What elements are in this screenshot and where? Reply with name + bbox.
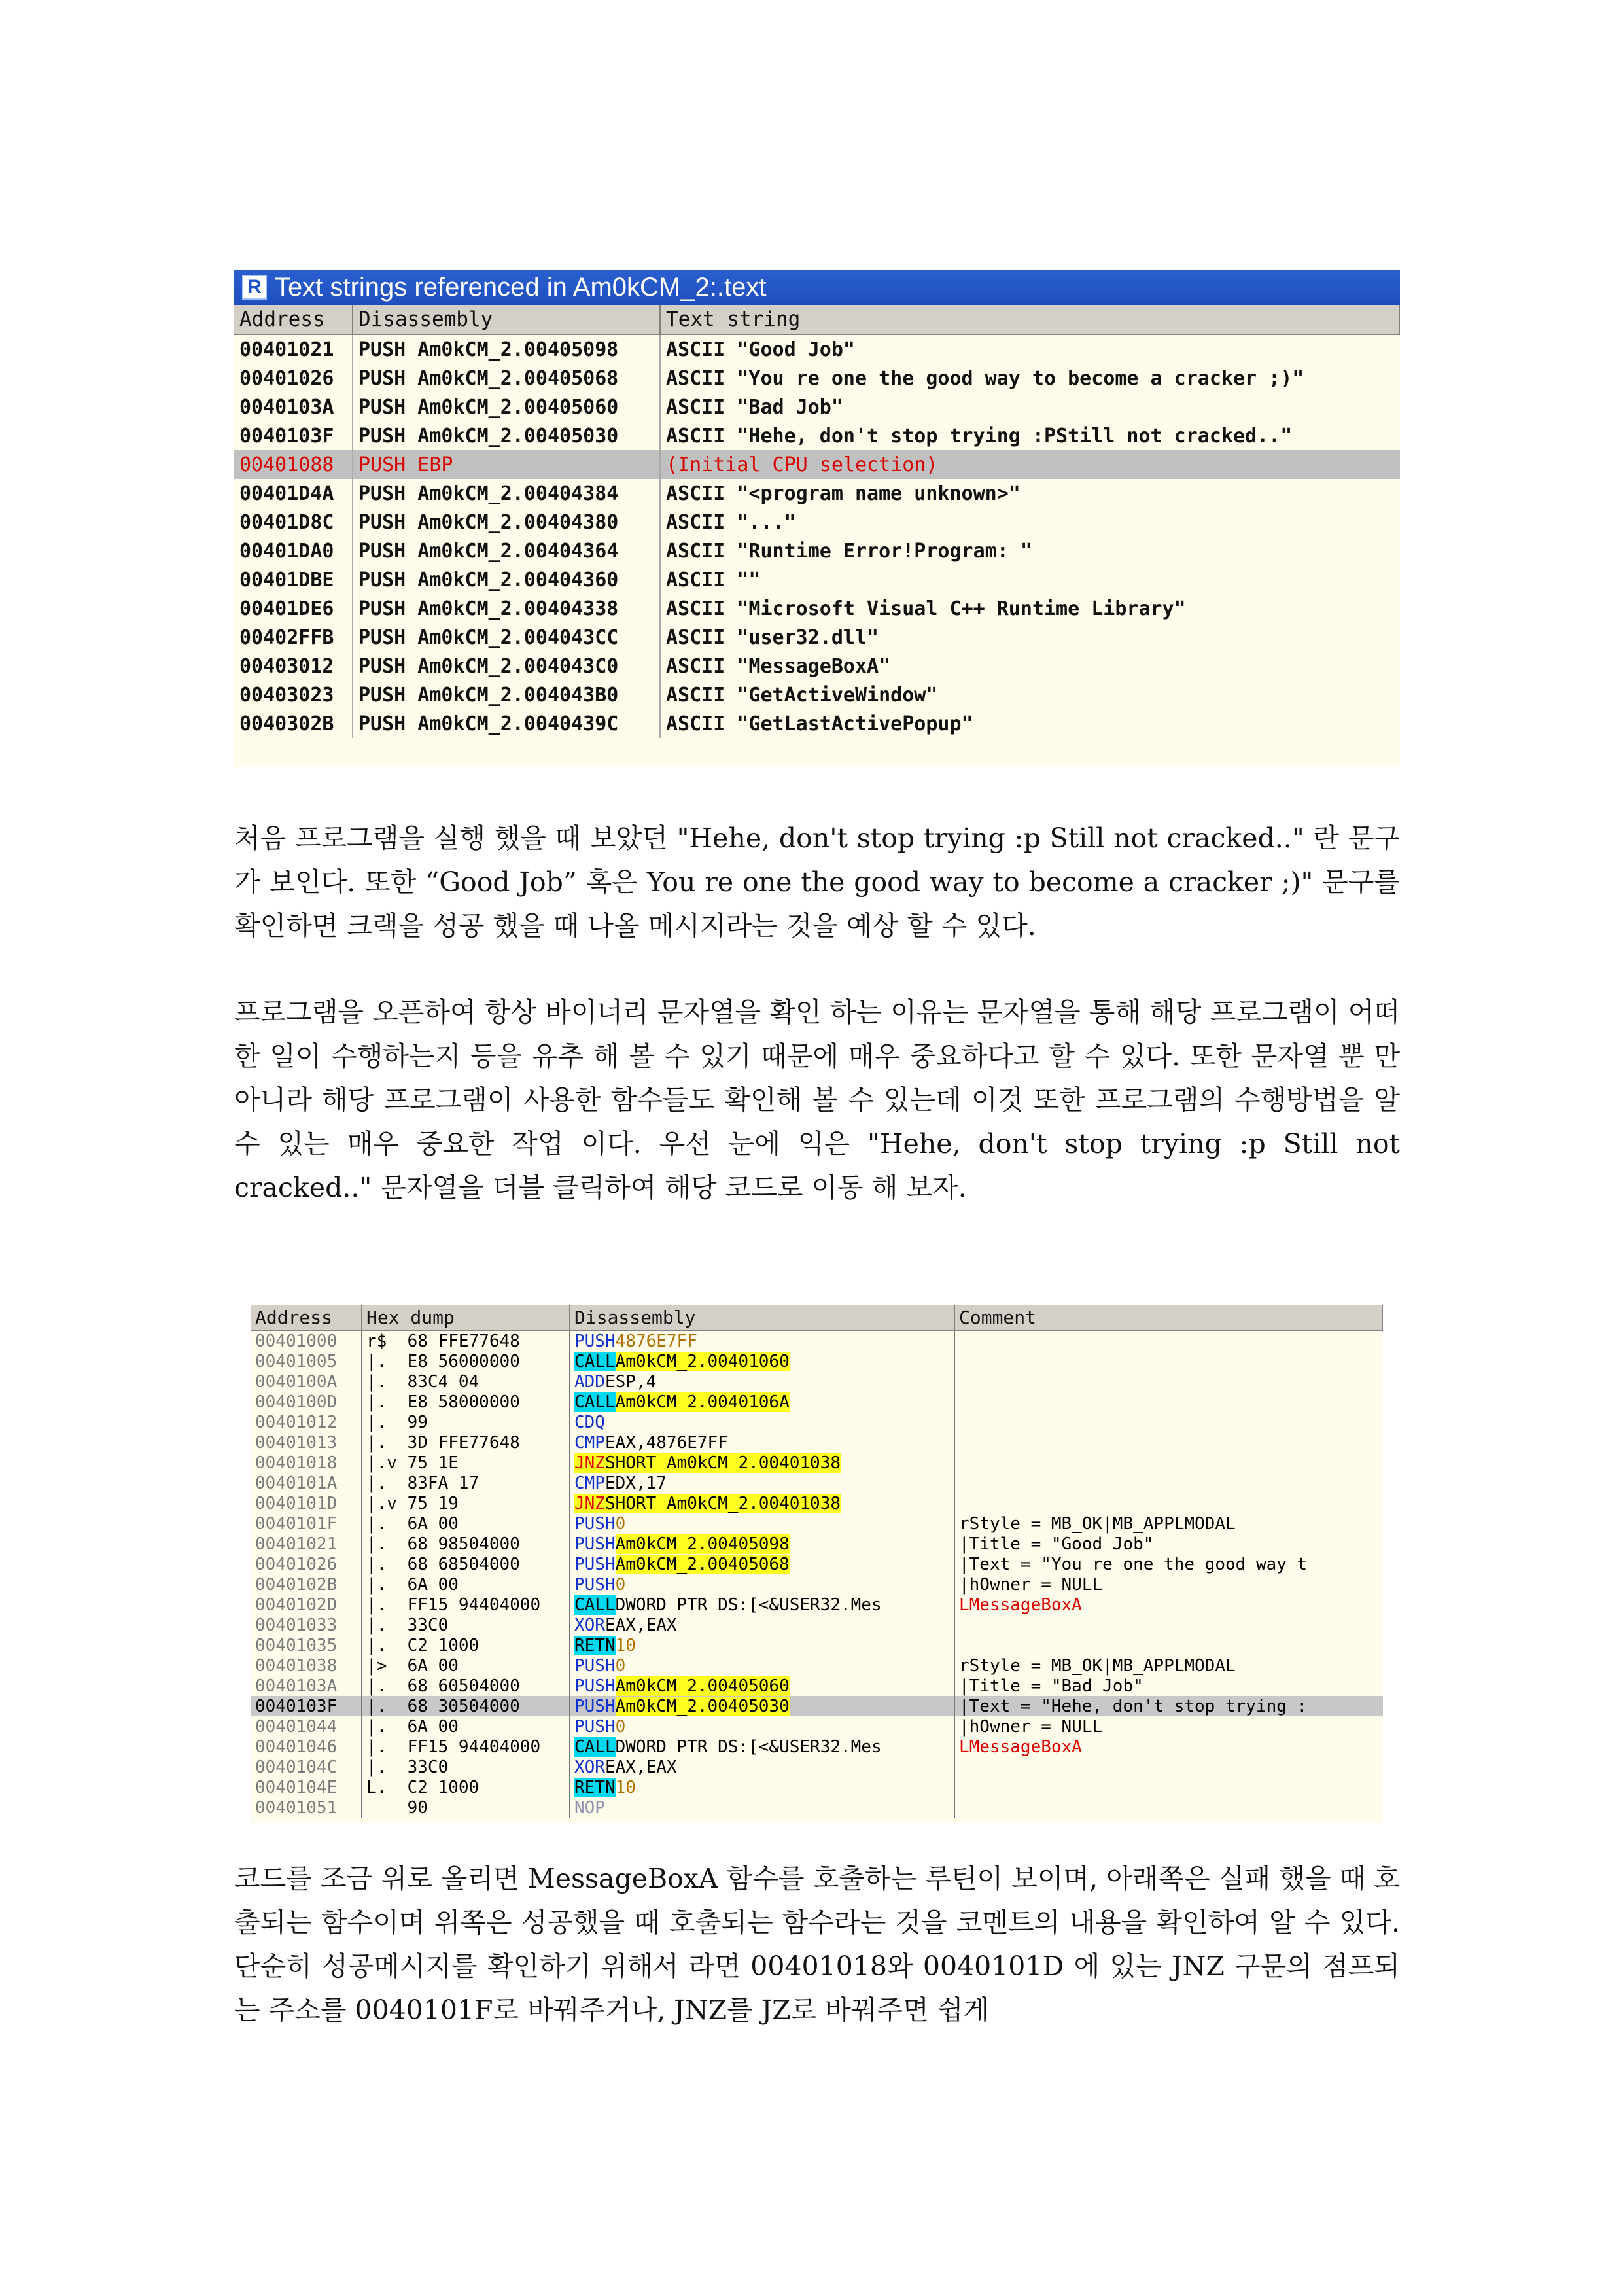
row-address: 0040302B <box>234 709 353 738</box>
row-text-string: (Initial CPU selection) <box>666 453 938 476</box>
row-comment <box>955 1331 1383 1351</box>
row-disassembly: PUSH Am0kCM_2.00404338 <box>353 594 661 623</box>
row-comment: LMessageBoxA <box>959 1737 1082 1757</box>
row-address: 0040102D <box>251 1595 362 1615</box>
row-hex-dump: |. 68 60504000 <box>362 1676 570 1696</box>
code-row[interactable] <box>251 1615 1383 1635</box>
code-row[interactable] <box>251 1412 1383 1432</box>
row-text-string: ASCII "GetActiveWindow" <box>666 683 938 707</box>
row-comment <box>955 1635 1383 1655</box>
code-row[interactable] <box>251 1595 1383 1615</box>
row-hex-dump: |> 6A 00 <box>362 1655 570 1676</box>
row-comment <box>955 1351 1383 1371</box>
table-row[interactable] <box>234 479 1400 508</box>
row-mnemonic: PUSH <box>574 1331 616 1351</box>
row-disassembly: PUSH Am0kCM_2.00404380 <box>353 508 661 537</box>
row-operand: SHORT Am0kCM_2.00401038 <box>604 1453 841 1473</box>
row-instruction <box>570 1554 955 1574</box>
row-instruction <box>570 1392 955 1412</box>
row-address: 00401012 <box>251 1412 362 1432</box>
row-comment <box>955 1797 1383 1818</box>
code-row[interactable] <box>251 1493 1383 1513</box>
text-strings-window <box>234 270 1400 767</box>
row-mnemonic: JNZ <box>574 1453 605 1473</box>
row-address: 00402FFB <box>234 623 353 652</box>
row-hex-dump: |. 33C0 <box>362 1757 570 1777</box>
row-mnemonic: CALL <box>574 1595 616 1615</box>
row-text-string: ASCII "You re one the good way to become a cracker ;)" <box>666 366 1304 390</box>
row-hex-dump: |. 83C4 04 <box>362 1371 570 1392</box>
row-text-string: ASCII "Good Job" <box>666 338 855 361</box>
row-mnemonic: JNZ <box>574 1493 605 1513</box>
row-instruction <box>570 1737 955 1757</box>
column-header <box>234 305 1400 335</box>
disassembly-list <box>251 1331 1383 1818</box>
row-address: 0040100D <box>251 1392 362 1412</box>
row-hex-dump: |. C2 1000 <box>362 1635 570 1655</box>
code-row[interactable] <box>251 1777 1383 1797</box>
row-instruction <box>570 1331 955 1351</box>
row-mnemonic: PUSH <box>574 1716 616 1737</box>
row-address: 00401044 <box>251 1716 362 1737</box>
table-row[interactable] <box>234 508 1400 537</box>
row-text-string: ASCII "..." <box>666 510 796 534</box>
row-comment <box>955 1757 1383 1777</box>
column-text-string[interactable]: Text string <box>661 305 1400 334</box>
row-operand: Am0kCM_2.0040106A <box>615 1392 790 1412</box>
row-hex-dump: |. 68 30504000 <box>362 1696 570 1716</box>
row-instruction <box>570 1574 955 1595</box>
row-address: 00401035 <box>251 1635 362 1655</box>
row-mnemonic: CDQ <box>574 1412 605 1432</box>
row-instruction <box>570 1676 955 1696</box>
row-comment: |Title = "Bad Job" <box>959 1676 1143 1696</box>
row-operand: DWORD PTR DS:[<&USER32.Mes <box>615 1737 882 1757</box>
row-instruction <box>570 1534 955 1554</box>
row-comment: rStyle = MB_OK|MB_APPLMODAL <box>959 1655 1236 1676</box>
row-hex-dump: 90 <box>362 1797 570 1818</box>
row-address: 0040103F <box>251 1696 362 1716</box>
row-operand: 10 <box>615 1635 636 1655</box>
row-address: 0040104E <box>251 1777 362 1797</box>
code-row[interactable] <box>251 1392 1383 1412</box>
row-disassembly: PUSH Am0kCM_2.004043B0 <box>353 680 661 709</box>
row-address: 00401088 <box>234 450 353 479</box>
table-row[interactable] <box>234 450 1400 479</box>
row-instruction <box>570 1797 955 1818</box>
row-address: 00401051 <box>251 1797 362 1818</box>
row-hex-dump: |. 99 <box>362 1412 570 1432</box>
paragraph-2: 프로그램을 오픈하여 항상 바이너리 문자열을 확인 하는 이유는 문자열을 통해 해당 프로그램이 어떠한 일이 수행하는지 등을 유추 해 볼 수 있기 때문에 매우 중요하다고 할 수 있다. 또한 문자열 뿐 만 아니라 해당 프로그램이 사용한 함수들도 확인해 볼 수 있는데 이것 또한 프로그램의 수행방법을 알 수 있는 매우 중요한 작업 이다. 우선 눈에 익은 "Hehe, don't stop trying :p Still not cracked.." 문자열을 더블 클릭하여 해당 코드로 이동 해 보자. <box>234 997 1400 1203</box>
row-comment: |hOwner = NULL <box>959 1716 1103 1737</box>
row-operand: Am0kCM_2.00405060 <box>615 1676 790 1696</box>
row-instruction <box>570 1412 955 1432</box>
row-hex-dump: |. 3D FFE77648 <box>362 1432 570 1453</box>
table-row[interactable] <box>234 594 1400 623</box>
row-operand: 10 <box>615 1777 636 1797</box>
row-mnemonic: XOR <box>574 1615 605 1635</box>
row-hex-dump: |.v 75 19 <box>362 1493 570 1513</box>
row-text-string: ASCII "<program name unknown>" <box>666 482 1021 505</box>
row-instruction <box>570 1635 955 1655</box>
row-hex-dump: |. E8 56000000 <box>362 1351 570 1371</box>
row-disassembly: PUSH Am0kCM_2.0040439C <box>353 709 661 738</box>
row-comment <box>955 1777 1383 1797</box>
row-mnemonic: RETN <box>574 1777 616 1797</box>
table-row[interactable] <box>234 364 1400 393</box>
row-address: 0040101F <box>251 1513 362 1534</box>
row-address: 00401DE6 <box>234 594 353 623</box>
window-titlebar[interactable] <box>234 270 1400 305</box>
row-address: 00401046 <box>251 1737 362 1757</box>
code-row[interactable] <box>251 1716 1383 1737</box>
paragraph-3: 코드를 조금 위로 올리면 MessageBoxA 함수를 호출하는 루틴이 보이며, 아래쪽은 실패 했을 때 호출되는 함수이며 위쪽은 성공했을 때 호출되는 함수라는 것을 코멘트의 내용을 확인하여 알 수 있다. 단순히 성공메시지를 확인하기 위해서 라면 00401018와 0040101D 에 있는 JNZ 구문의 점프되는 주소를 0040101F로 바꿔주거나, JNZ를 JZ로 바꿔주면 쉽게 <box>234 1863 1400 2026</box>
code-row[interactable] <box>251 1574 1383 1595</box>
row-address: 0040101A <box>251 1473 362 1493</box>
column-comment[interactable]: Comment <box>955 1305 1383 1330</box>
row-mnemonic: PUSH <box>574 1513 616 1534</box>
row-comment <box>955 1412 1383 1432</box>
row-address: 00401021 <box>251 1534 362 1554</box>
table-row[interactable] <box>234 393 1400 421</box>
column-disassembly[interactable]: Disassembly <box>570 1305 955 1330</box>
row-mnemonic: CALL <box>574 1351 616 1371</box>
row-operand: DWORD PTR DS:[<&USER32.Mes <box>615 1595 882 1615</box>
row-hex-dump: |. 83FA 17 <box>362 1473 570 1493</box>
row-instruction <box>570 1493 955 1513</box>
row-comment <box>955 1493 1383 1513</box>
row-address: 00401021 <box>234 335 353 364</box>
row-text-string: ASCII "Bad Job" <box>666 395 843 419</box>
row-comment: rStyle = MB_OK|MB_APPLMODAL <box>959 1513 1236 1534</box>
row-operand: 4876E7FF <box>615 1331 697 1351</box>
row-operand: 0 <box>615 1655 626 1676</box>
row-address: 00401033 <box>251 1615 362 1635</box>
row-comment: |Text = "Hehe, don't stop trying : <box>959 1696 1308 1716</box>
row-address: 00401005 <box>251 1351 362 1371</box>
code-row[interactable] <box>251 1513 1383 1534</box>
code-row[interactable] <box>251 1473 1383 1493</box>
row-operand: 0 <box>615 1574 626 1595</box>
row-operand: EDX,17 <box>604 1473 667 1493</box>
row-instruction <box>570 1777 955 1797</box>
row-comment: |Title = "Good Job" <box>959 1534 1154 1554</box>
disassembly-window <box>251 1305 1383 1823</box>
row-hex-dump: |. 6A 00 <box>362 1513 570 1534</box>
row-mnemonic: ADD <box>574 1371 605 1392</box>
row-disassembly: PUSH Am0kCM_2.00404384 <box>353 479 661 508</box>
row-comment <box>955 1371 1383 1392</box>
row-instruction <box>570 1595 955 1615</box>
code-row[interactable] <box>251 1635 1383 1655</box>
row-text-string: ASCII "" <box>666 568 761 592</box>
row-hex-dump: L. C2 1000 <box>362 1777 570 1797</box>
row-address: 0040102B <box>251 1574 362 1595</box>
row-disassembly: PUSH Am0kCM_2.00404364 <box>353 537 661 565</box>
row-operand: 0 <box>615 1716 626 1737</box>
row-hex-dump: |. FF15 94404000 <box>362 1737 570 1757</box>
row-text-string: ASCII "user32.dll" <box>666 626 879 649</box>
row-mnemonic: NOP <box>574 1797 605 1818</box>
window-title: Text strings referenced in Am0kCM_2:.text <box>275 272 767 302</box>
row-operand: 0 <box>615 1513 626 1534</box>
row-hex-dump: |. 6A 00 <box>362 1574 570 1595</box>
row-mnemonic: PUSH <box>574 1574 616 1595</box>
row-address: 00401018 <box>251 1453 362 1473</box>
row-comment <box>955 1473 1383 1493</box>
row-address: 0040103A <box>234 393 353 421</box>
row-mnemonic: PUSH <box>574 1554 616 1574</box>
row-comment <box>955 1432 1383 1453</box>
row-operand: Am0kCM_2.00405098 <box>615 1534 790 1554</box>
row-instruction <box>570 1371 955 1392</box>
row-instruction <box>570 1615 955 1635</box>
row-instruction <box>570 1473 955 1493</box>
row-comment: |Text = "You re one the good way t <box>959 1554 1308 1574</box>
code-row[interactable] <box>251 1757 1383 1777</box>
row-address: 00403012 <box>234 652 353 680</box>
row-hex-dump: |. 68 98504000 <box>362 1534 570 1554</box>
table-row[interactable] <box>234 335 1400 364</box>
column-header <box>251 1305 1383 1331</box>
references-icon: R <box>242 275 267 300</box>
row-hex-dump: |. E8 58000000 <box>362 1392 570 1412</box>
row-operand: EAX,4876E7FF <box>604 1432 728 1453</box>
row-comment: |hOwner = NULL <box>959 1574 1103 1595</box>
code-row[interactable] <box>251 1331 1383 1351</box>
paragraph-1: 처음 프로그램을 실행 했을 때 보았던 "Hehe, don't stop trying :p Still not cracked.." 란 문구가 보인다. 또한 “Good Job” 혹은 You re one the good way to become a cracker ;)" 문구를 확인하면 크랙을 성공 했을 때 나올 메시지라는 것을 예상 할 수 있다. <box>234 822 1400 942</box>
row-instruction <box>570 1757 955 1777</box>
row-mnemonic: PUSH <box>574 1534 616 1554</box>
row-address: 00401000 <box>251 1331 362 1351</box>
row-address: 00401026 <box>251 1554 362 1574</box>
column-address[interactable]: Address <box>251 1305 362 1330</box>
row-address: 00401DBE <box>234 565 353 594</box>
row-address: 00401DA0 <box>234 537 353 565</box>
row-hex-dump: r$ 68 FFE77648 <box>362 1331 570 1351</box>
code-row[interactable] <box>251 1797 1383 1818</box>
table-row[interactable] <box>234 623 1400 652</box>
column-hex-dump[interactable]: Hex dump <box>362 1305 570 1330</box>
table-row[interactable] <box>234 537 1400 565</box>
row-address: 00401013 <box>251 1432 362 1453</box>
code-row[interactable] <box>251 1655 1383 1676</box>
row-text-string: ASCII "Microsoft Visual C++ Runtime Library" <box>666 597 1186 620</box>
row-operand: Am0kCM_2.00401060 <box>615 1351 790 1371</box>
row-text-string: ASCII "GetLastActivePopup" <box>666 712 973 735</box>
row-disassembly: PUSH Am0kCM_2.00405068 <box>353 364 661 393</box>
table-row[interactable] <box>234 421 1400 450</box>
strings-list <box>234 335 1400 738</box>
table-row[interactable] <box>234 565 1400 594</box>
row-hex-dump: |. FF15 94404000 <box>362 1595 570 1615</box>
row-instruction <box>570 1696 955 1716</box>
row-mnemonic: XOR <box>574 1757 605 1777</box>
row-address: 0040104C <box>251 1757 362 1777</box>
row-disassembly: PUSH Am0kCM_2.00405098 <box>353 335 661 364</box>
row-operand: Am0kCM_2.00405030 <box>615 1696 790 1716</box>
row-hex-dump: |.v 75 1E <box>362 1453 570 1473</box>
row-instruction <box>570 1655 955 1676</box>
row-address: 0040103F <box>234 421 353 450</box>
code-row[interactable] <box>251 1676 1383 1696</box>
row-address: 00401038 <box>251 1655 362 1676</box>
row-mnemonic: PUSH <box>574 1655 616 1676</box>
row-mnemonic: RETN <box>574 1635 616 1655</box>
row-comment <box>955 1615 1383 1635</box>
row-mnemonic: CMP <box>574 1473 605 1493</box>
code-row[interactable] <box>251 1696 1383 1716</box>
code-row[interactable] <box>251 1432 1383 1453</box>
table-row[interactable] <box>234 709 1400 738</box>
code-row[interactable] <box>251 1534 1383 1554</box>
row-text-string: ASCII "MessageBoxA" <box>666 654 891 678</box>
table-row[interactable] <box>234 680 1400 709</box>
row-mnemonic: PUSH <box>574 1696 616 1716</box>
code-row[interactable] <box>251 1351 1383 1371</box>
row-mnemonic: CALL <box>574 1737 616 1757</box>
row-comment <box>955 1392 1383 1412</box>
row-disassembly: PUSH Am0kCM_2.004043C0 <box>353 652 661 680</box>
code-row[interactable] <box>251 1737 1383 1757</box>
row-disassembly: PUSH EBP <box>353 450 661 479</box>
row-mnemonic: PUSH <box>574 1676 616 1696</box>
row-address: 00401D8C <box>234 508 353 537</box>
row-address: 0040103A <box>251 1676 362 1696</box>
row-disassembly: PUSH Am0kCM_2.00404360 <box>353 565 661 594</box>
table-row[interactable] <box>234 652 1400 680</box>
row-disassembly: PUSH Am0kCM_2.00405030 <box>353 421 661 450</box>
row-text-string: ASCII "Runtime Error!Program: " <box>666 539 1032 563</box>
row-comment: LMessageBoxA <box>959 1595 1082 1615</box>
row-address: 0040101D <box>251 1493 362 1513</box>
code-row[interactable] <box>251 1453 1383 1473</box>
code-row[interactable] <box>251 1554 1383 1574</box>
row-mnemonic: CALL <box>574 1392 616 1412</box>
row-instruction <box>570 1432 955 1453</box>
code-row[interactable] <box>251 1371 1383 1392</box>
row-address: 00401026 <box>234 364 353 393</box>
row-instruction <box>570 1513 955 1534</box>
row-operand: EAX,EAX <box>604 1757 677 1777</box>
row-operand: Am0kCM_2.00405068 <box>615 1554 790 1574</box>
column-disassembly[interactable]: Disassembly <box>353 305 661 334</box>
row-instruction <box>570 1453 955 1473</box>
row-comment <box>955 1453 1383 1473</box>
row-disassembly: PUSH Am0kCM_2.00405060 <box>353 393 661 421</box>
row-hex-dump: |. 68 68504000 <box>362 1554 570 1574</box>
row-instruction <box>570 1716 955 1737</box>
row-hex-dump: |. 6A 00 <box>362 1716 570 1737</box>
row-operand: ESP,4 <box>604 1371 657 1392</box>
row-mnemonic: CMP <box>574 1432 605 1453</box>
row-disassembly: PUSH Am0kCM_2.004043CC <box>353 623 661 652</box>
row-instruction <box>570 1351 955 1371</box>
row-operand: SHORT Am0kCM_2.00401038 <box>604 1493 841 1513</box>
row-text-string: ASCII "Hehe, don't stop trying :PStill not cracked.." <box>666 424 1293 448</box>
row-address: 00403023 <box>234 680 353 709</box>
row-operand: EAX,EAX <box>604 1615 677 1635</box>
row-hex-dump: |. 33C0 <box>362 1615 570 1635</box>
row-address: 0040100A <box>251 1371 362 1392</box>
row-address: 00401D4A <box>234 479 353 508</box>
column-address[interactable]: Address <box>234 305 353 334</box>
